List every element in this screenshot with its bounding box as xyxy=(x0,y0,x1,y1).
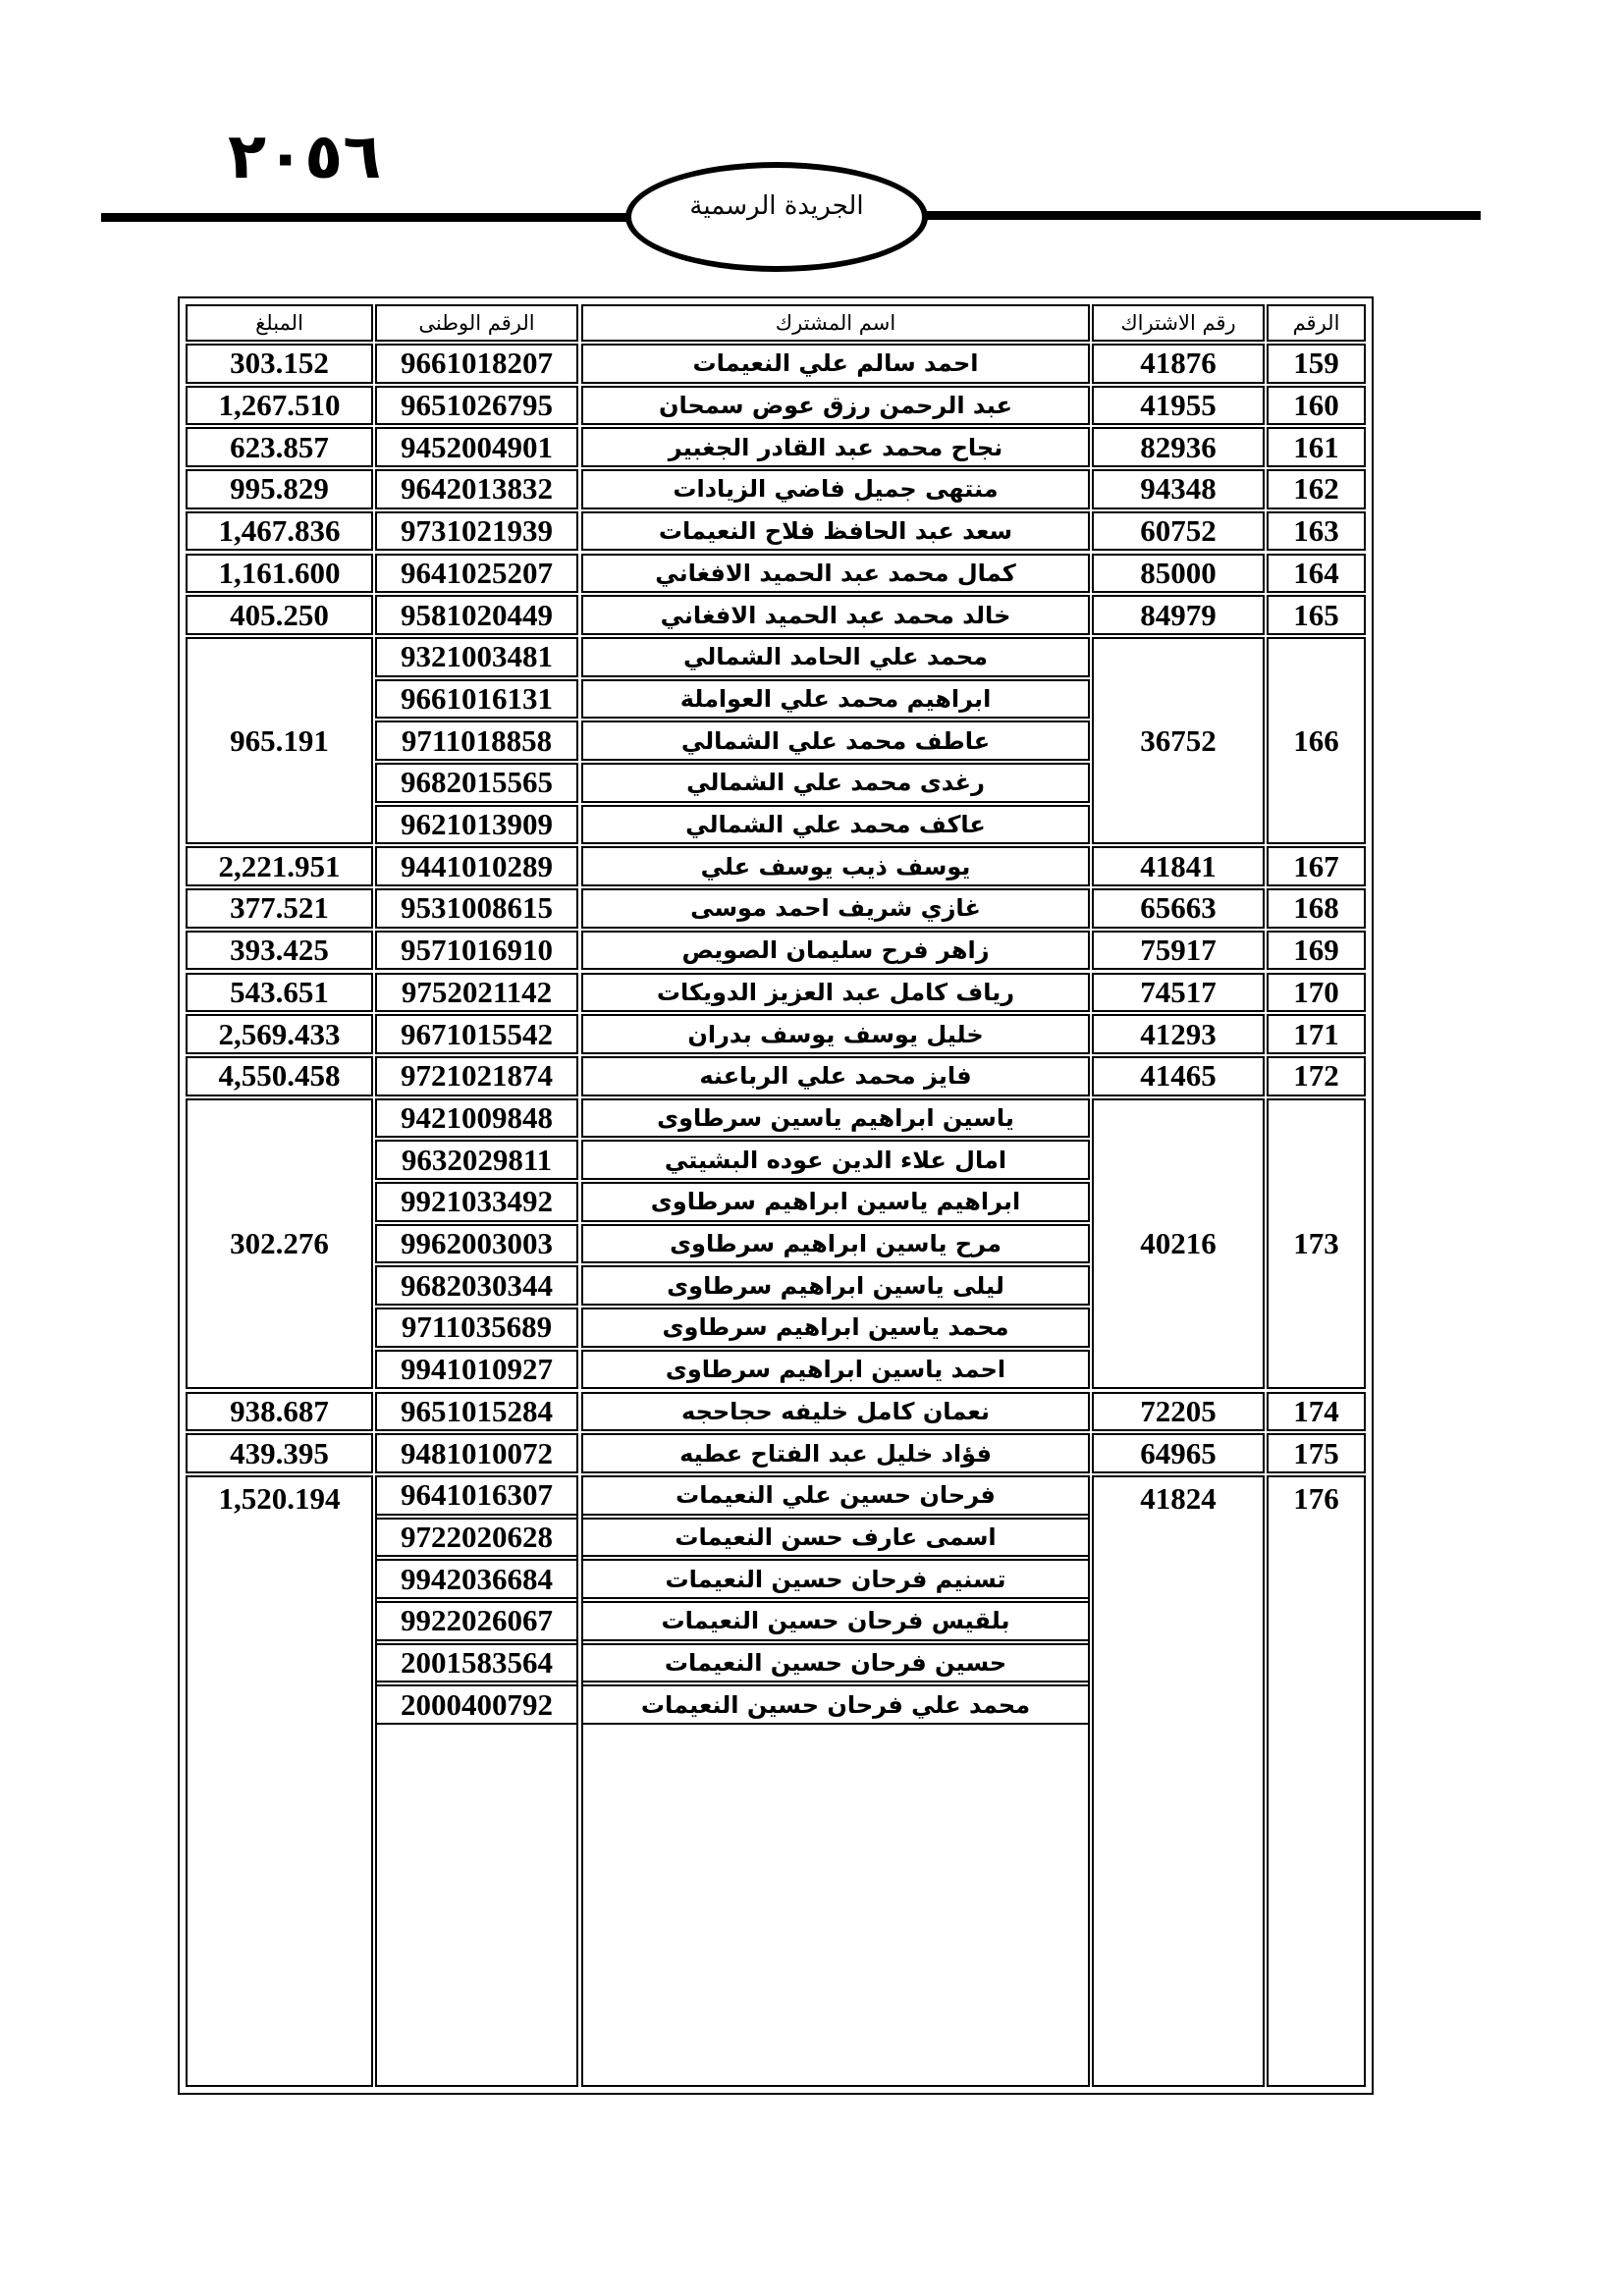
amount-cell: 1,467.836 xyxy=(186,511,373,552)
subscriber-name-cell: ياسين ابراهيم ياسين سرطاوى xyxy=(581,1098,1090,1139)
subscriber-name-cell: رياف كامل عبد العزيز الدويكات xyxy=(581,973,1090,1013)
subscription-cell: 41465 xyxy=(1092,1056,1265,1096)
seq-cell: 170 xyxy=(1267,973,1366,1013)
subscriber-name-cell: غازي شريف احمد موسى xyxy=(581,888,1090,929)
amount-cell: 623.857 xyxy=(186,427,373,467)
national-id-cell: 9421009848 xyxy=(375,1098,578,1139)
header-seq: الرقم xyxy=(1267,304,1366,342)
seq-cell: 168 xyxy=(1267,888,1366,929)
seq-cell: 173 xyxy=(1267,1098,1366,1390)
header-amount: المبلغ xyxy=(186,304,373,342)
subscriber-name-cell: نعمان كامل خليفه حجاحجه xyxy=(581,1392,1090,1432)
subscriber-name-cell: نجاح محمد عبد القادر الجغبير xyxy=(581,427,1090,467)
subscriber-name-cell: احمد ياسين ابراهيم سرطاوى xyxy=(581,1350,1090,1390)
amount-cell: 543.651 xyxy=(186,973,373,1013)
amount-cell: 2,221.951 xyxy=(186,846,373,886)
subscriber-name-cell: زاهر فرح سليمان الصويص xyxy=(581,931,1090,971)
subscriber-table xyxy=(178,296,1374,2095)
seq-cell: 172 xyxy=(1267,1056,1366,1096)
subscriber-name-cell: ابراهيم محمد علي العواملة xyxy=(581,679,1090,720)
seq-cell: 176 xyxy=(1267,1475,1366,2087)
subscriber-name-cell: فايز محمد علي الرباعنه xyxy=(581,1056,1090,1096)
page-number: ٢٠٥٦ xyxy=(228,121,382,193)
national-id-cell: 9452004901 xyxy=(375,427,578,467)
amount-cell: 302.276 xyxy=(186,1098,373,1390)
national-id-cell: 9721021874 xyxy=(375,1056,578,1096)
subscriber-name-cell: امال علاء الدين عوده البشيتي xyxy=(581,1140,1090,1180)
amount-cell: 4,550.458 xyxy=(186,1056,373,1096)
national-id-cell: 2000400792 xyxy=(375,1684,578,1725)
subscription-cell: 75917 xyxy=(1092,931,1265,971)
national-id-cell: 9531008615 xyxy=(375,888,578,929)
subscription-cell: 41293 xyxy=(1092,1014,1265,1054)
national-id-cell: 9581020449 xyxy=(375,595,578,635)
national-id-cell: 9941010927 xyxy=(375,1350,578,1390)
national-id-cell: 9711018858 xyxy=(375,721,578,761)
national-id-cell: 9722020628 xyxy=(375,1518,578,1558)
subscription-cell: 40216 xyxy=(1092,1098,1265,1390)
subscription-cell: 41876 xyxy=(1092,344,1265,384)
seq-cell: 166 xyxy=(1267,637,1366,845)
subscription-cell: 60752 xyxy=(1092,511,1265,552)
subscription-cell: 74517 xyxy=(1092,973,1265,1013)
subscription-cell: 41824 xyxy=(1092,1475,1265,2087)
header-rule-left xyxy=(101,213,631,222)
subscription-cell: 65663 xyxy=(1092,888,1265,929)
national-id-cell: 9642013832 xyxy=(375,469,578,509)
amount-cell: 995.829 xyxy=(186,469,373,509)
subscriber-name-cell: يوسف ذيب يوسف علي xyxy=(581,846,1090,886)
national-id-cell: 9651026795 xyxy=(375,386,578,426)
subscriber-name-cell: ليلى ياسين ابراهيم سرطاوى xyxy=(581,1265,1090,1306)
seq-cell: 169 xyxy=(1267,931,1366,971)
subscriber-name-cell: سعد عبد الحافظ فلاح النعيمات xyxy=(581,511,1090,552)
subscriber-name-cell: حسين فرحان حسين النعيمات xyxy=(581,1643,1090,1683)
national-id-cell: 9651015284 xyxy=(375,1392,578,1432)
header-oval xyxy=(625,162,928,272)
subscriber-name-cell: عاطف محمد علي الشمالي xyxy=(581,721,1090,761)
amount-cell: 303.152 xyxy=(186,344,373,384)
national-id-cell: 9682030344 xyxy=(375,1265,578,1306)
national-id-cell: 9621013909 xyxy=(375,805,578,845)
national-id-cell: 9731021939 xyxy=(375,511,578,552)
national-id-cell: 9481010072 xyxy=(375,1433,578,1473)
amount-cell: 1,520.194 xyxy=(186,1475,373,2087)
subscriber-name-cell: كمال محمد عبد الحميد الافغاني xyxy=(581,554,1090,594)
seq-cell: 164 xyxy=(1267,554,1366,594)
seq-cell: 160 xyxy=(1267,386,1366,426)
national-id-cell: 9321003481 xyxy=(375,637,578,677)
seq-cell: 161 xyxy=(1267,427,1366,467)
amount-cell: 1,267.510 xyxy=(186,386,373,426)
amount-cell: 405.250 xyxy=(186,595,373,635)
subscriber-name-cell: محمد ياسين ابراهيم سرطاوى xyxy=(581,1308,1090,1348)
national-id-cell: 9922026067 xyxy=(375,1601,578,1641)
subscription-cell: 72205 xyxy=(1092,1392,1265,1432)
subscriber-name-cell: عبد الرحمن رزق عوض سمحان xyxy=(581,386,1090,426)
national-id-cell: 9632029811 xyxy=(375,1140,578,1180)
seq-cell: 159 xyxy=(1267,344,1366,384)
subscriber-name-cell: مرح ياسين ابراهيم سرطاوى xyxy=(581,1224,1090,1264)
national-id-cell: 9661016131 xyxy=(375,679,578,720)
amount-cell: 393.425 xyxy=(186,931,373,971)
subscriber-name-cell: خالد محمد عبد الحميد الافغاني xyxy=(581,595,1090,635)
subscriber-name-cell: رغدى محمد علي الشمالي xyxy=(581,763,1090,803)
subscriber-name-cell: محمد علي الحامد الشمالي xyxy=(581,637,1090,677)
national-id-cell: 9441010289 xyxy=(375,846,578,886)
subscription-cell: 41841 xyxy=(1092,846,1265,886)
national-id-cell: 9661018207 xyxy=(375,344,578,384)
subscription-cell: 41955 xyxy=(1092,386,1265,426)
national-id-cell: 9711035689 xyxy=(375,1308,578,1348)
national-id-cell: 9962003003 xyxy=(375,1224,578,1264)
subscriber-name-cell: منتهى جميل فاضي الزيادات xyxy=(581,469,1090,509)
amount-cell: 938.687 xyxy=(186,1392,373,1432)
subscriber-name-cell: محمد علي فرحان حسين النعيمات xyxy=(581,1684,1090,1725)
national-id-cell: 9921033492 xyxy=(375,1182,578,1222)
seq-cell: 174 xyxy=(1267,1392,1366,1432)
subscriber-name-cell: احمد سالم علي النعيمات xyxy=(581,344,1090,384)
subscriber-name-cell: تسنيم فرحان حسين النعيمات xyxy=(581,1559,1090,1599)
subscription-cell: 94348 xyxy=(1092,469,1265,509)
header-subscription: رقم الاشتراك xyxy=(1092,304,1265,342)
amount-cell: 1,161.600 xyxy=(186,554,373,594)
subscriber-name-cell: فرحان حسين علي النعيمات xyxy=(581,1475,1090,1516)
subscription-cell: 84979 xyxy=(1092,595,1265,635)
subscription-cell: 64965 xyxy=(1092,1433,1265,1473)
national-id-cell: 9571016910 xyxy=(375,931,578,971)
subscription-cell: 85000 xyxy=(1092,554,1265,594)
seq-cell: 175 xyxy=(1267,1433,1366,1473)
national-id-cell: 9942036684 xyxy=(375,1559,578,1599)
subscription-cell: 36752 xyxy=(1092,637,1265,845)
gazette-title: الجريدة الرسمية xyxy=(689,191,864,221)
seq-cell: 167 xyxy=(1267,846,1366,886)
subscriber-name-cell: فؤاد خليل عبد الفتاح عطيه xyxy=(581,1433,1090,1473)
amount-cell: 2,569.433 xyxy=(186,1014,373,1054)
subscriber-name-cell: خليل يوسف يوسف بدران xyxy=(581,1014,1090,1054)
national-id-cell: 2001583564 xyxy=(375,1643,578,1683)
subscriber-name-cell: بلقيس فرحان حسين النعيمات xyxy=(581,1601,1090,1641)
header-name: اسم المشترك xyxy=(581,304,1090,342)
subscriber-name-cell: ابراهيم ياسين ابراهيم سرطاوى xyxy=(581,1182,1090,1222)
national-id-cell: 9682015565 xyxy=(375,763,578,803)
national-id-cell: 9641025207 xyxy=(375,554,578,594)
seq-cell: 163 xyxy=(1267,511,1366,552)
header-national-id: الرقم الوطنى xyxy=(375,304,578,342)
subscription-cell: 82936 xyxy=(1092,427,1265,467)
national-id-cell: 9641016307 xyxy=(375,1475,578,1516)
header-rule-right xyxy=(926,211,1481,220)
national-id-cell: 9752021142 xyxy=(375,973,578,1013)
amount-cell: 439.395 xyxy=(186,1433,373,1473)
national-id-cell: 9671015542 xyxy=(375,1014,578,1054)
amount-cell: 377.521 xyxy=(186,888,373,929)
subscriber-name-cell: عاكف محمد علي الشمالي xyxy=(581,805,1090,845)
seq-cell: 165 xyxy=(1267,595,1366,635)
seq-cell: 162 xyxy=(1267,469,1366,509)
seq-cell: 171 xyxy=(1267,1014,1366,1054)
amount-cell: 965.191 xyxy=(186,637,373,845)
subscriber-name-cell: اسمى عارف حسن النعيمات xyxy=(581,1518,1090,1558)
